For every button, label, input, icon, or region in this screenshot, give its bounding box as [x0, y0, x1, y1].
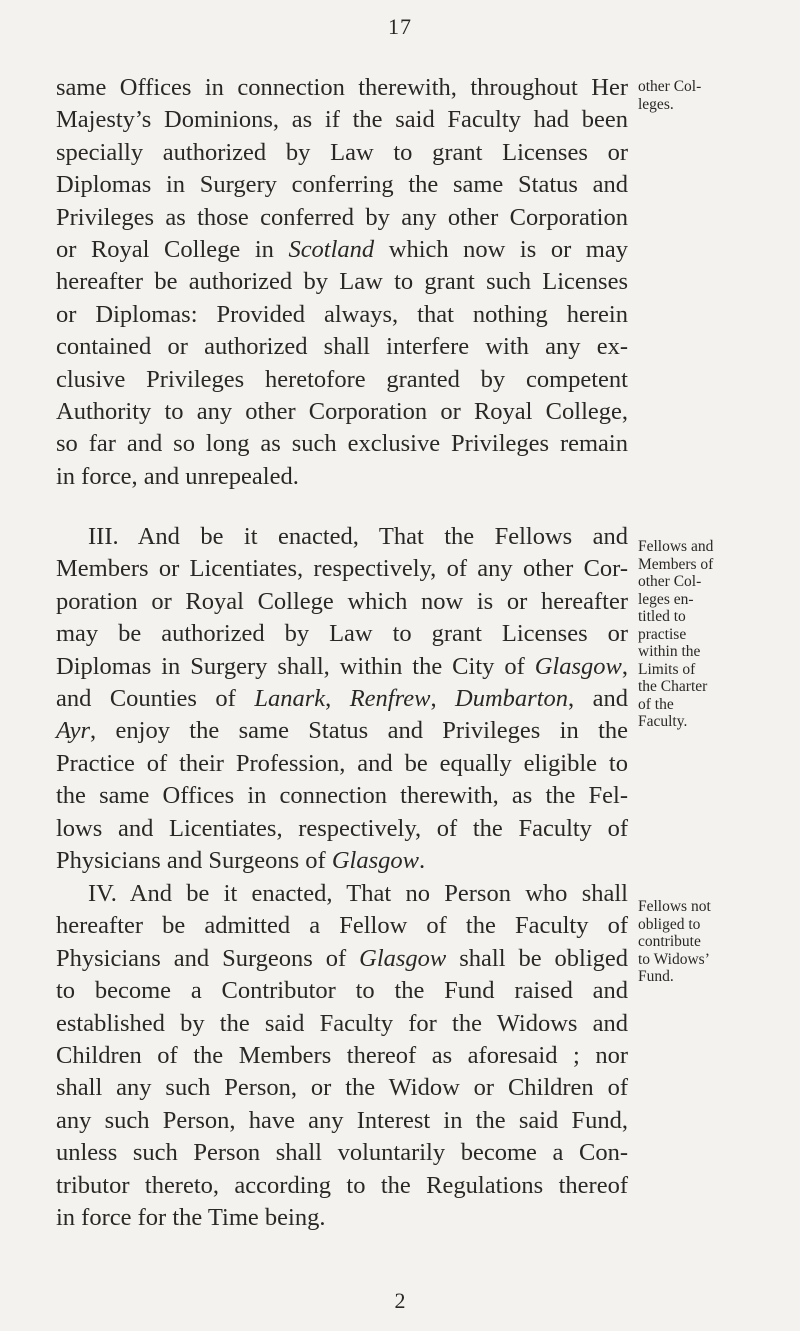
margin-note-line: obliged to — [638, 915, 701, 933]
paragraph-1 — [56, 72, 628, 493]
text-line: III. And be it enacted, That the Fellows and — [88, 523, 628, 550]
text-line: tributor thereto, according to the Regulations thereof — [56, 1171, 628, 1199]
signature-mark: 2 — [394, 1288, 406, 1313]
margin-note-line: the Charter — [638, 678, 708, 695]
text-line: Diplomas in Surgery shall, within the City of Glasgow, — [56, 652, 628, 680]
margin-note-line: Fellows and — [638, 538, 714, 555]
text-line: specially authorized by Law to grant Licenses or — [56, 138, 628, 166]
margin-note-2 — [638, 538, 798, 731]
text-line: so far and so long as such exclusive Privileges remain — [56, 430, 628, 458]
text-line: the same Offices in connection therewith, as the Fel- — [56, 782, 628, 810]
text-line: in force for the Time being. — [56, 1204, 326, 1232]
margin-note-line: Fund. — [638, 968, 674, 985]
text-line: same Offices in connection therewith, throughout Her — [56, 74, 628, 101]
text-line: Majesty’s Dominions, as if the said Faculty had been — [56, 106, 628, 134]
text-line: established by the said Faculty for the Widows and — [56, 1009, 628, 1037]
text-line: shall any such Person, or the Widow or Children of — [56, 1074, 628, 1102]
margin-note-line: Members of — [638, 555, 714, 573]
paragraph-2 — [56, 521, 628, 877]
text-line: IV. And be it enacted, That no Person who shall — [88, 880, 628, 907]
margin-note-line: Fellows not — [638, 898, 711, 915]
text-line: poration or Royal College which now is or hereafter — [56, 587, 628, 615]
text-line: Practice of their Profession, and be equally eligible to — [56, 749, 628, 777]
paragraph-3 — [56, 878, 628, 1234]
text-line: in force, and unrepealed. — [56, 462, 299, 490]
text-line: Physicians and Surgeons of Glasgow shall be obliged — [56, 944, 629, 972]
text-line: Ayr, enjoy the same Status and Privileges in the — [56, 717, 628, 745]
text-line: and Counties of Lanark, Renfrew, Dumbarton, and — [56, 685, 628, 713]
text-line: any such Person, have any Interest in the said Fund, — [56, 1106, 628, 1134]
text-line: Physicians and Surgeons of Glasgow. — [56, 847, 426, 875]
margin-note-line: titled to — [638, 608, 686, 625]
margin-note-line: contribute — [638, 933, 701, 950]
text-line: hereafter be authorized by Law to grant such Licenses — [56, 268, 628, 296]
text-line: contained or authorized shall interfere with any ex- — [56, 333, 628, 361]
text-line: to become a Contributor to the Fund raised and — [56, 977, 628, 1005]
text-line: lows and Licentiates, respectively, of the Faculty of — [56, 814, 628, 842]
margin-note-line: other Col- — [638, 573, 702, 590]
text-line: Authority to any other Corporation or Royal College, — [56, 398, 628, 426]
margin-note-line: practise — [638, 625, 687, 643]
margin-note-line: within the — [638, 643, 701, 660]
margin-note-line: of the — [638, 695, 674, 713]
text-line: Children of the Members thereof as aforesaid ; nor — [56, 1042, 628, 1070]
margin-note-line: Faculty. — [638, 713, 688, 730]
text-line: Diplomas in Surgery conferring the same Status and — [56, 171, 628, 199]
text-line: or Royal College in Scotland which now is or may — [56, 236, 628, 264]
text-line: hereafter be admitted a Fellow of the Faculty of — [56, 912, 628, 940]
margin-note-line: other Col- — [638, 78, 702, 95]
page-number: 17 — [388, 14, 412, 39]
text-line: unless such Person shall voluntarily become a Con- — [56, 1139, 628, 1167]
margin-note-line: to Widows’ — [638, 950, 710, 968]
margin-note-line: Limits of — [638, 660, 696, 678]
margin-note-line: leges. — [638, 95, 674, 113]
margin-note-1 — [638, 78, 798, 113]
text-line: or Diplomas: Provided always, that nothing herein — [56, 300, 628, 328]
margin-note-3 — [638, 898, 798, 986]
text-line: may be authorized by Law to grant Licenses or — [56, 620, 628, 648]
text-line: Privileges as those conferred by any other Corporation — [56, 203, 628, 231]
text-line: clusive Privileges heretofore granted by competent — [56, 365, 628, 393]
margin-note-line: leges en- — [638, 590, 694, 608]
text-line: Members or Licentiates, respectively, of any other Cor- — [56, 555, 628, 583]
